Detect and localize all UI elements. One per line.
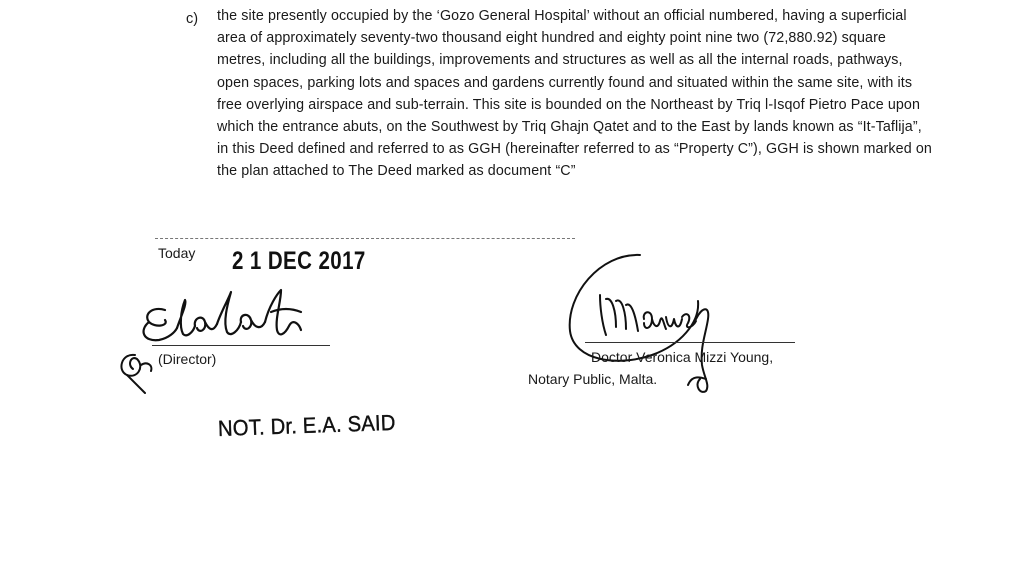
notary-stamp: NOT. Dr. E.A. SAID (217, 409, 396, 441)
notary-name: Doctor Veronica Mizzi Young, (591, 349, 774, 365)
director-signature (135, 282, 335, 352)
notary-title: Notary Public, Malta. (528, 371, 658, 387)
clause-label: c) (186, 11, 199, 27)
clause-line: open spaces, parking lots and spaces and gardens currently found and situated within the same site, with its (217, 74, 913, 91)
clause-line: area of approximately seventy-two thousand eight hundred and eighty point nine two (72,880.92) square (217, 30, 886, 47)
clause-body (217, 5, 987, 183)
clause-line: the plan attached to The Deed marked as document “C” (217, 163, 576, 180)
clause-line: the site presently occupied by the ‘Gozo General Hospital’ without an official numbered, having a superficial (217, 8, 907, 24)
clause-line: free overlying airspace and sub-terrain. This site is bounded on the Northeast by Triq l-Isqof Pietro Pace upon (217, 96, 921, 113)
today-label: Today (158, 245, 196, 261)
initial-mark (113, 345, 163, 400)
clause-line: in this Deed defined and referred to as GGH (hereinafter referred to as “Property C”), GGH is shown marked on (217, 141, 932, 158)
date-stamp: 2 1 DEC 2017 (232, 247, 366, 275)
notary-signature-line (585, 342, 795, 343)
clause-line: metres, including all the buildings, improvements and structures as well as all the internal roads, pathways, (217, 52, 903, 69)
director-label: (Director) (158, 351, 217, 367)
date-rule (155, 238, 575, 239)
director-signature-line (152, 345, 330, 346)
clause-line: which the entrance abuts, on the Southwest by Triq Ghajn Qatet and to the East by lands known as “It-Taflija”, (217, 119, 922, 136)
